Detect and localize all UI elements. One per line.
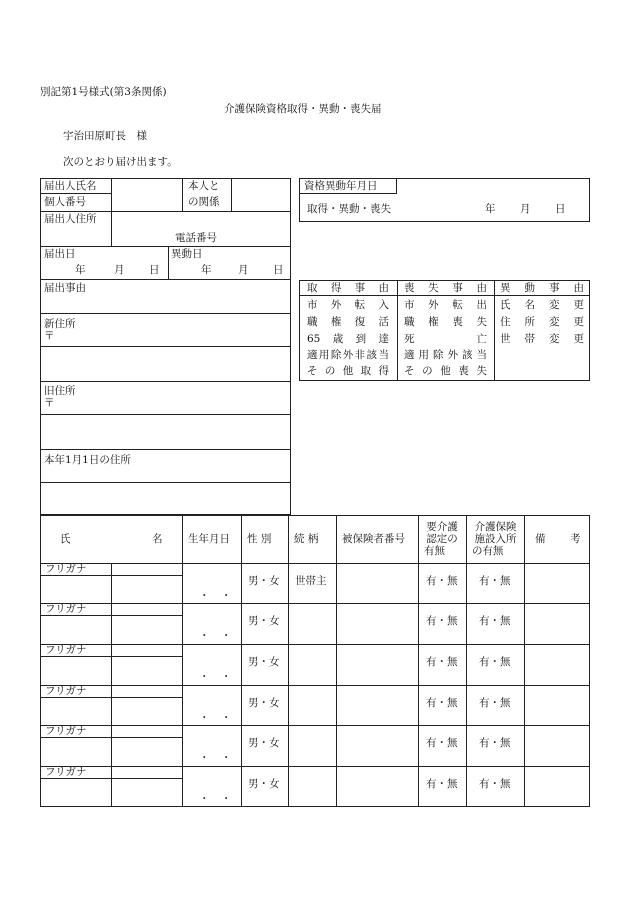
acquire-reason-item[interactable]: 職 権 復 活 xyxy=(307,316,389,328)
intro-text: 次のとおり届け出ます。 xyxy=(63,156,178,168)
jan1-address-label: 本年1月1日の住所 xyxy=(44,454,131,466)
applicant-name-label: 届出人氏名 xyxy=(44,180,97,192)
old-address-postal-mark: 〒 xyxy=(44,397,55,409)
qualification-day: 日 xyxy=(555,203,566,215)
header-facility-3: の有無 xyxy=(472,545,504,557)
individual-number-field[interactable] xyxy=(112,195,181,210)
furigana-label: フリガナ xyxy=(45,563,87,575)
form-number: 別記第1号様式(第3条関係) xyxy=(40,86,167,98)
applicant-address-field[interactable] xyxy=(112,212,290,232)
reason-label: 届出事由 xyxy=(44,282,86,294)
sex-option[interactable]: 男・女 xyxy=(248,615,280,627)
member-surname-field[interactable] xyxy=(41,576,111,603)
member-surname-field[interactable] xyxy=(41,698,111,725)
relation-label-2: の関係 xyxy=(188,196,220,208)
birth-date-separators: ・ ・ xyxy=(199,590,236,602)
change-day: 日 xyxy=(273,264,284,276)
report-date-label: 届出日 xyxy=(44,248,76,260)
header-name-2: 名 xyxy=(152,533,163,545)
member-given-name-field[interactable] xyxy=(112,738,181,765)
change-reason-item[interactable]: 氏 名 変 更 xyxy=(500,299,584,311)
acquire-reason-item[interactable]: 適 用 除 外 非 該 当 xyxy=(307,349,389,361)
change-reason-item[interactable]: 住 所 変 更 xyxy=(500,316,584,328)
member-surname-field[interactable] xyxy=(41,616,111,643)
header-care-2: 認定の xyxy=(426,533,458,545)
header-care-1: 要介護 xyxy=(426,521,458,533)
form-title: 介護保険資格取得・異動・喪失届 xyxy=(224,103,382,115)
insured-number-field[interactable] xyxy=(337,604,417,643)
facility-admission-option[interactable]: 有・無 xyxy=(479,737,511,749)
change-year: 年 xyxy=(201,264,212,276)
birth-date-field[interactable] xyxy=(183,726,240,765)
facility-admission-option[interactable]: 有・無 xyxy=(479,778,511,790)
loss-reason-item[interactable]: そ の 他 喪 失 xyxy=(404,365,487,377)
header-care-3: 有無 xyxy=(424,545,445,557)
change-reason-item[interactable]: 世 帯 変 更 xyxy=(500,333,584,345)
member-given-name-field[interactable] xyxy=(112,616,181,643)
relation-value[interactable]: 世帯主 xyxy=(295,575,327,587)
furigana-label: フリガナ xyxy=(45,685,87,697)
member-given-name-field[interactable] xyxy=(112,657,181,684)
furigana-label: フリガナ xyxy=(45,644,87,656)
sex-option[interactable]: 男・女 xyxy=(248,737,280,749)
loss-reason-item[interactable]: 死 亡 xyxy=(404,333,487,345)
birth-date-separators: ・ ・ xyxy=(199,712,236,724)
sex-option[interactable]: 男・女 xyxy=(248,697,280,709)
new-address-field[interactable] xyxy=(41,347,290,380)
acquire-reason-item[interactable]: そ の 他 取 得 xyxy=(307,365,389,377)
qualification-month: 月 xyxy=(520,203,531,215)
care-certification-option[interactable]: 有・無 xyxy=(426,778,458,790)
qualification-date-label: 資格異動年月日 xyxy=(304,180,378,192)
furigana-label: フリガナ xyxy=(45,603,87,615)
relation-field[interactable] xyxy=(232,179,290,210)
sex-option[interactable]: 男・女 xyxy=(248,656,280,668)
insured-number-field[interactable] xyxy=(337,645,417,684)
header-insured-number: 被保険者番号 xyxy=(342,533,405,545)
care-certification-option[interactable]: 有・無 xyxy=(426,697,458,709)
loss-reason-item[interactable]: 職 権 喪 失 xyxy=(404,316,487,328)
birth-date-separators: ・ ・ xyxy=(199,630,236,642)
birth-date-field[interactable] xyxy=(183,564,240,603)
loss-reason-header: 喪 失 事 由 xyxy=(404,282,487,294)
jan1-address-field[interactable] xyxy=(41,483,290,514)
qualification-year: 年 xyxy=(485,203,496,215)
birth-date-separators: ・ ・ xyxy=(199,671,236,683)
acquire-reason-item[interactable]: 市 外 転 入 xyxy=(307,299,389,311)
insured-number-field[interactable] xyxy=(337,726,417,765)
member-given-name-field[interactable] xyxy=(112,698,181,725)
old-address-label: 旧住所 xyxy=(44,385,76,397)
applicant-name-field[interactable] xyxy=(112,179,181,192)
header-sex: 性 別 xyxy=(247,533,272,545)
new-address-label: 新住所 xyxy=(44,318,76,330)
member-surname-field[interactable] xyxy=(41,657,111,684)
birth-date-separators: ・ ・ xyxy=(199,752,236,764)
acquire-reason-item[interactable]: 65 歳 到 達 xyxy=(307,333,389,345)
relation-label-1: 本人と xyxy=(188,180,220,192)
furigana-label: フリガナ xyxy=(45,766,87,778)
member-surname-field[interactable] xyxy=(41,779,111,806)
header-note-1: 備 xyxy=(535,533,546,545)
birth-date-separators: ・ ・ xyxy=(199,793,236,805)
furigana-label: フリガナ xyxy=(45,725,87,737)
care-certification-option[interactable]: 有・無 xyxy=(426,575,458,587)
facility-admission-option[interactable]: 有・無 xyxy=(479,615,511,627)
note-field[interactable] xyxy=(525,564,589,603)
qualification-types: 取得・異動・喪失 xyxy=(307,203,391,215)
note-field[interactable] xyxy=(525,767,589,806)
report-year: 年 xyxy=(75,264,86,276)
insured-number-field[interactable] xyxy=(337,686,417,725)
facility-admission-option[interactable]: 有・無 xyxy=(479,575,511,587)
note-field[interactable] xyxy=(525,604,589,643)
individual-number-label: 個人番号 xyxy=(44,196,86,208)
addressee: 宇治田原町長 様 xyxy=(63,130,147,142)
care-certification-option[interactable]: 有・無 xyxy=(426,737,458,749)
birth-date-field[interactable] xyxy=(183,645,240,684)
header-name-1: 氏 xyxy=(60,533,71,545)
care-certification-option[interactable]: 有・無 xyxy=(426,656,458,668)
care-certification-option[interactable]: 有・無 xyxy=(426,615,458,627)
header-birth: 生年月日 xyxy=(188,533,230,545)
acquire-reason-header: 取 得 事 由 xyxy=(307,282,389,294)
member-given-name-field[interactable] xyxy=(112,779,181,806)
loss-reason-item[interactable]: 市 外 転 出 xyxy=(404,299,487,311)
note-field[interactable] xyxy=(525,686,589,725)
header-relation: 続 柄 xyxy=(294,533,319,545)
birth-date-field[interactable] xyxy=(183,767,240,806)
new-address-postal-mark: 〒 xyxy=(44,330,55,342)
birth-date-field[interactable] xyxy=(183,604,240,643)
sex-option[interactable]: 男・女 xyxy=(248,778,280,790)
reason-field[interactable] xyxy=(41,296,290,312)
header-facility-1: 介護保険 xyxy=(474,521,517,533)
member-surname-field[interactable] xyxy=(41,738,111,765)
birth-date-field[interactable] xyxy=(183,686,240,725)
note-field[interactable] xyxy=(525,726,589,765)
sex-option[interactable]: 男・女 xyxy=(248,575,280,587)
insured-number-field[interactable] xyxy=(337,564,417,603)
member-given-name-field[interactable] xyxy=(112,576,181,603)
facility-admission-option[interactable]: 有・無 xyxy=(479,697,511,709)
old-address-field[interactable] xyxy=(41,415,290,448)
facility-admission-option[interactable]: 有・無 xyxy=(479,656,511,668)
header-facility-2: 施設入所 xyxy=(474,533,517,545)
report-month: 月 xyxy=(114,264,125,276)
applicant-address-label: 届出人住所 xyxy=(44,213,97,225)
insured-number-field[interactable] xyxy=(337,767,417,806)
change-date-label: 異動日 xyxy=(171,248,203,260)
header-note-2: 考 xyxy=(570,533,581,545)
phone-label: 電話番号 xyxy=(175,232,217,244)
change-month: 月 xyxy=(238,264,249,276)
note-field[interactable] xyxy=(525,645,589,684)
loss-reason-item[interactable]: 適 用 除 外 該 当 xyxy=(404,349,487,361)
change-reason-header: 異 動 事 由 xyxy=(500,282,584,294)
report-day: 日 xyxy=(149,264,160,276)
